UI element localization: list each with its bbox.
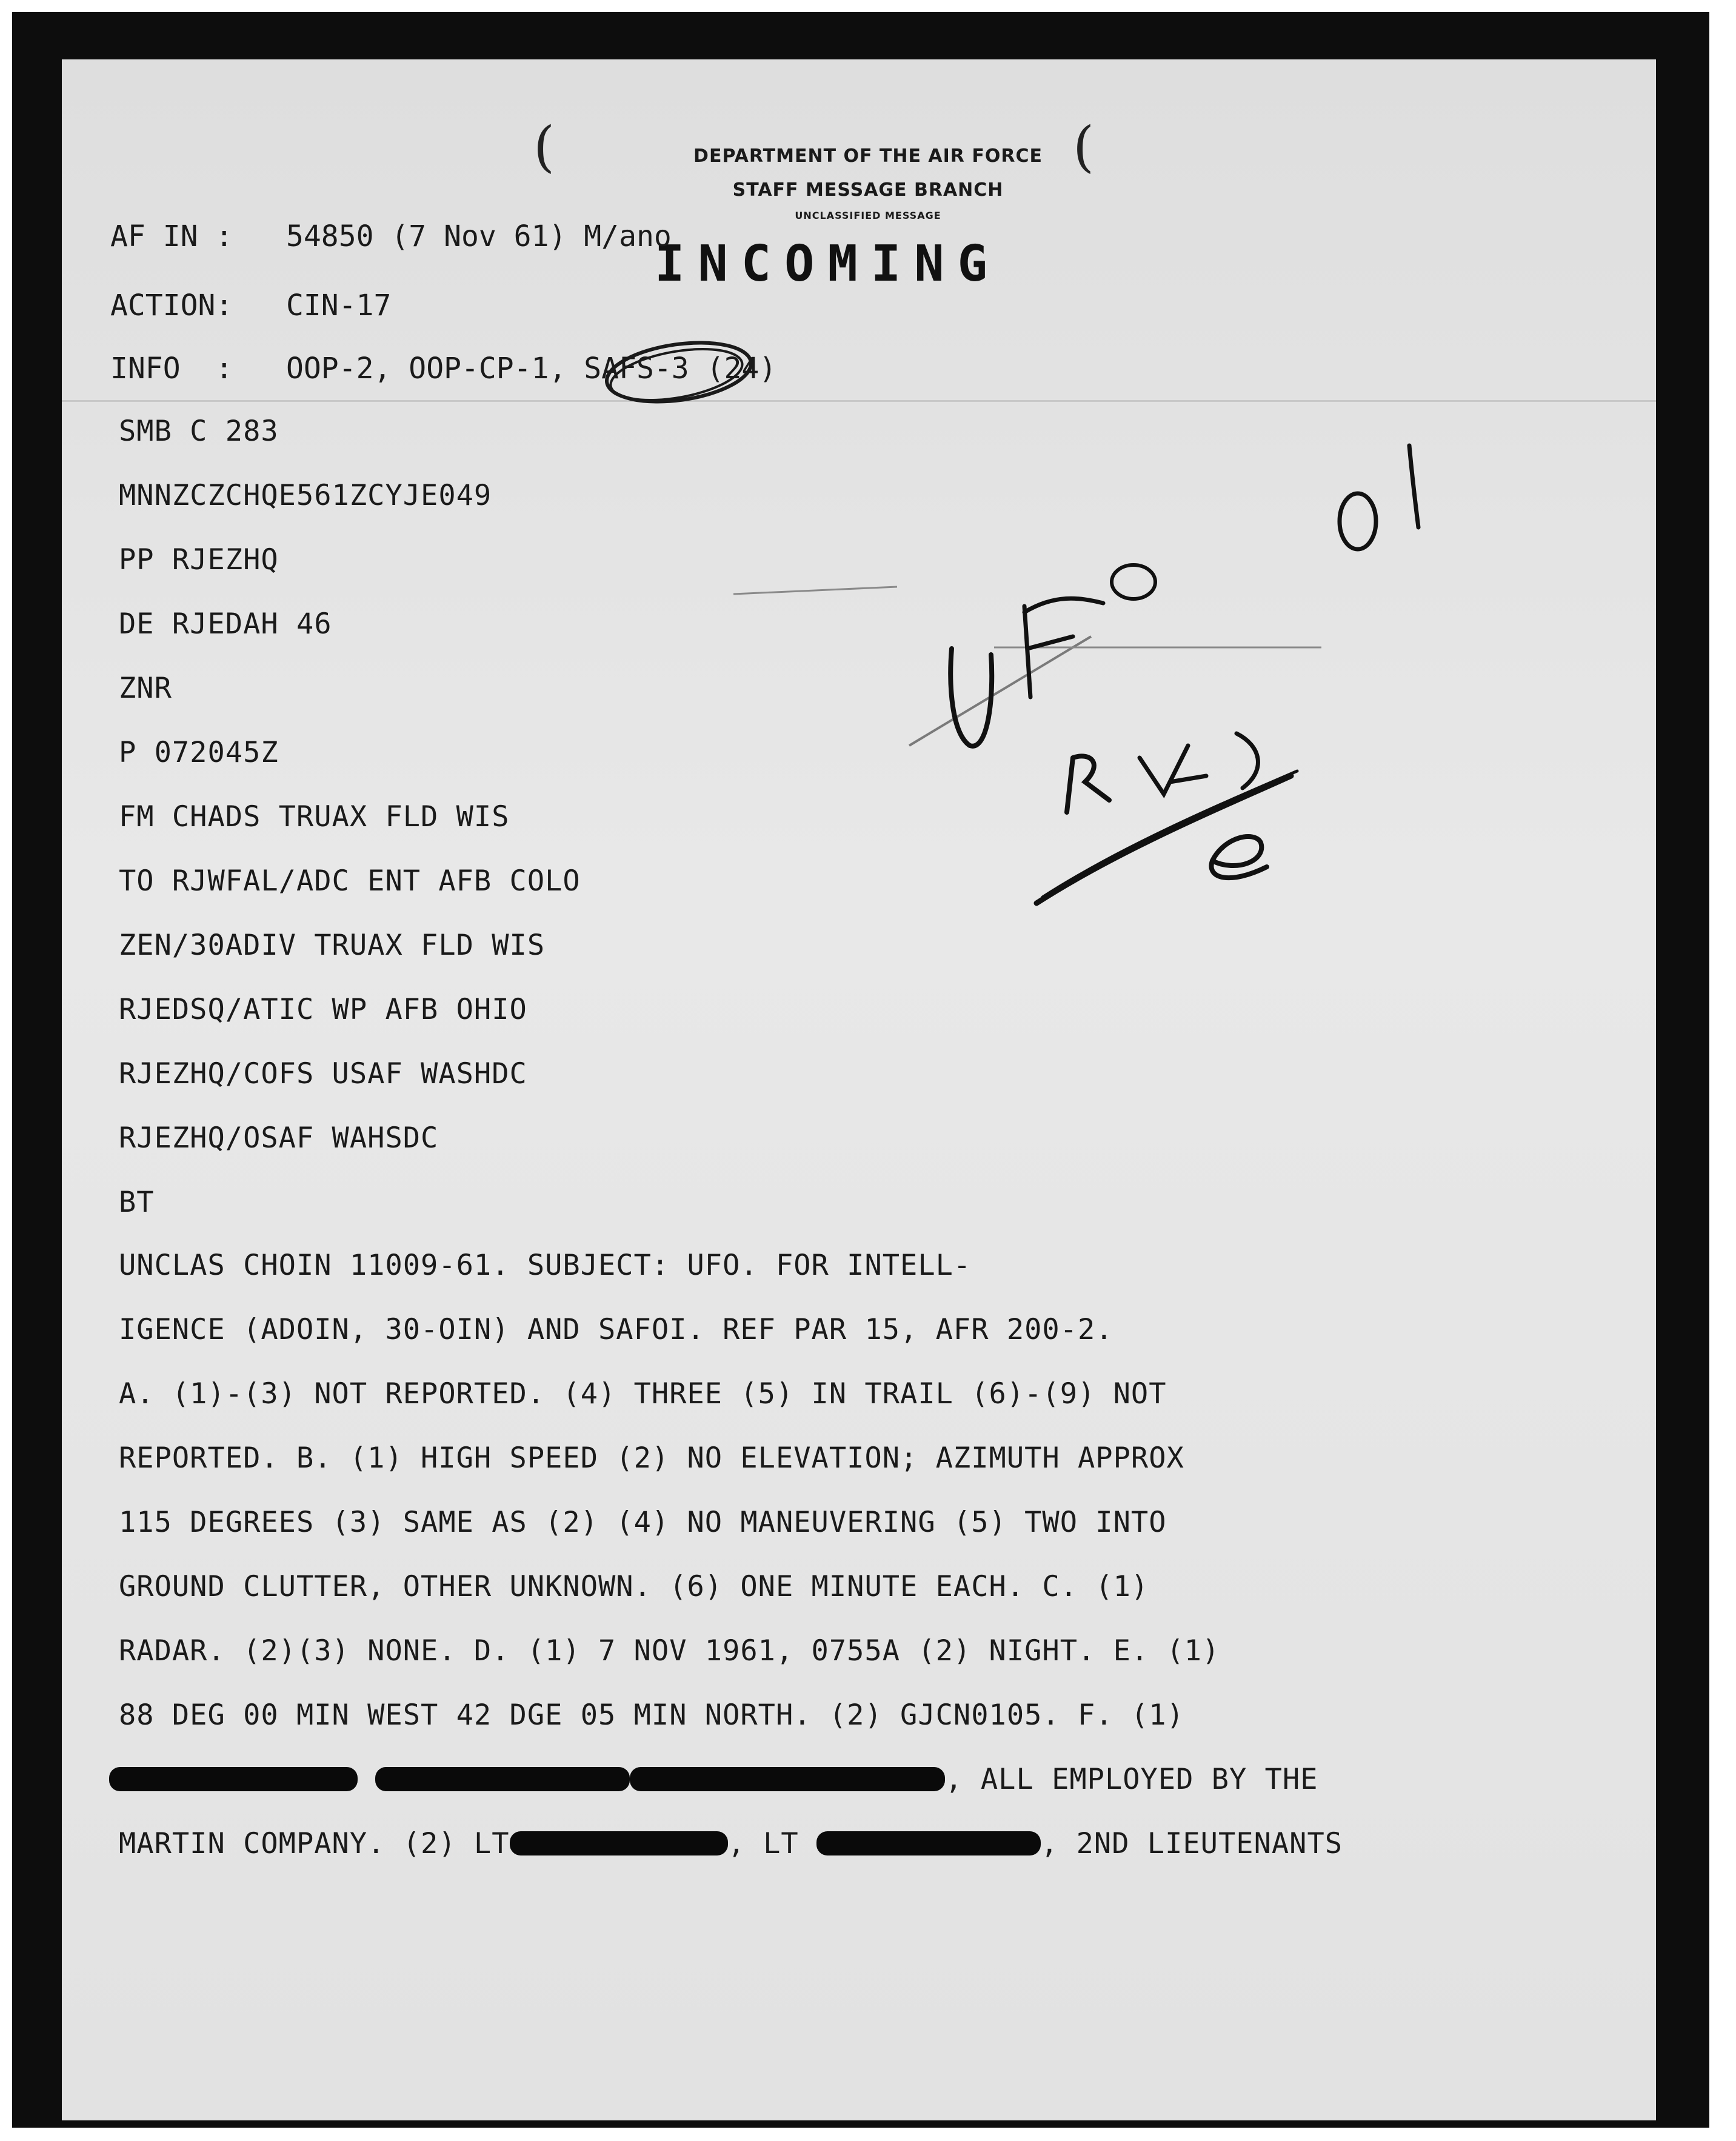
message-line: 115 DEGREES (3) SAME AS (2) (4) NO MANEUVERING (5) TWO INTO bbox=[119, 1506, 1167, 1539]
routing-label: ACTION: bbox=[110, 289, 233, 322]
handwritten-initials-mark bbox=[1067, 756, 1109, 812]
message-line: FM CHADS TRUAX FLD WIS bbox=[119, 800, 510, 833]
message-line: RADAR. (2)(3) NONE. D. (1) 7 NOV 1961, 0755A (2) NIGHT. E. (1) bbox=[119, 1634, 1220, 1668]
right-paren-mark: ( bbox=[1073, 115, 1095, 179]
handwritten-number-mark bbox=[1409, 446, 1418, 527]
message-line: A. (1)-(3) NOT REPORTED. (4) THREE (5) IN TRAIL (6)-(9) NOT bbox=[119, 1377, 1167, 1411]
message-line: TO RJWFAL/ADC ENT AFB COLO bbox=[119, 864, 581, 898]
message-text: , LT bbox=[727, 1827, 799, 1860]
handwritten-initials-mark bbox=[1140, 746, 1206, 794]
handwritten-ufo-mark bbox=[1112, 565, 1155, 599]
routing-value: OOP-2, OOP-CP-1, SAFS-3 (24) bbox=[286, 352, 777, 386]
message-line: DE RJEDAH 46 bbox=[119, 607, 332, 641]
handwritten-number-mark bbox=[1340, 493, 1376, 549]
message-text: , 2ND LIEUTENANTS bbox=[1041, 1827, 1343, 1860]
department-heading: DEPARTMENT OF THE AIR FORCE bbox=[693, 145, 1043, 167]
incoming-stamp: INCOMING bbox=[655, 235, 1001, 293]
message-line: RJEDSQ/ATIC WP AFB OHIO bbox=[119, 993, 527, 1026]
message-line: RJEZHQ/COFS USAF WASHDC bbox=[119, 1057, 527, 1091]
branch-heading: STAFF MESSAGE BRANCH bbox=[732, 179, 1004, 201]
pencil-stroke bbox=[909, 636, 1091, 746]
message-line: BT bbox=[119, 1186, 155, 1219]
message-line: RJEZHQ/OSAF WAHSDC bbox=[119, 1121, 439, 1155]
message-line: UNCLAS CHOIN 11009-61. SUBJECT: UFO. FOR INTELL- bbox=[119, 1249, 972, 1282]
left-paren-mark: ( bbox=[533, 115, 555, 179]
classification-label: UNCLASSIFIED MESSAGE bbox=[795, 210, 941, 221]
routing-circle-mark bbox=[607, 340, 746, 409]
message-line: 88 DEG 00 MIN WEST 42 DGE 05 MIN NORTH. (2) GJCN0105. F. (1) bbox=[119, 1698, 1184, 1732]
pencil-stroke bbox=[733, 587, 897, 594]
message-line: P 072045Z bbox=[119, 736, 279, 769]
message-line: PP RJEZHQ bbox=[119, 543, 279, 576]
message-text: MARTIN COMPANY. (2) LT bbox=[119, 1827, 510, 1860]
handwritten-e-mark bbox=[1211, 837, 1267, 878]
message-line: REPORTED. B. (1) HIGH SPEED (2) NO ELEVATION; AZIMUTH APPROX bbox=[119, 1441, 1184, 1475]
message-line: GROUND CLUTTER, OTHER UNKNOWN. (6) ONE MINUTE EACH. C. (1) bbox=[119, 1570, 1149, 1603]
message-text: , ALL EMPLOYED BY THE bbox=[945, 1763, 1318, 1796]
message-line: ZEN/30ADIV TRUAX FLD WIS bbox=[119, 929, 546, 962]
routing-label: AF IN : bbox=[110, 219, 233, 253]
handwritten-ufo-mark bbox=[950, 649, 992, 746]
routing-label: INFO : bbox=[110, 352, 233, 386]
message-line: IGENCE (ADOIN, 30-OIN) AND SAFOI. REF PAR 15, AFR 200-2. bbox=[119, 1313, 1113, 1346]
message-line: SMB C 283 bbox=[119, 415, 279, 448]
routing-value: 54850 (7 Nov 61) M/ano bbox=[286, 219, 672, 253]
message-line: MNNZCZCHQE561ZCYJE049 bbox=[119, 479, 492, 512]
message-line: ZNR bbox=[119, 672, 172, 705]
handwritten-initials-mark bbox=[1237, 733, 1258, 788]
routing-value: CIN-17 bbox=[286, 289, 392, 322]
